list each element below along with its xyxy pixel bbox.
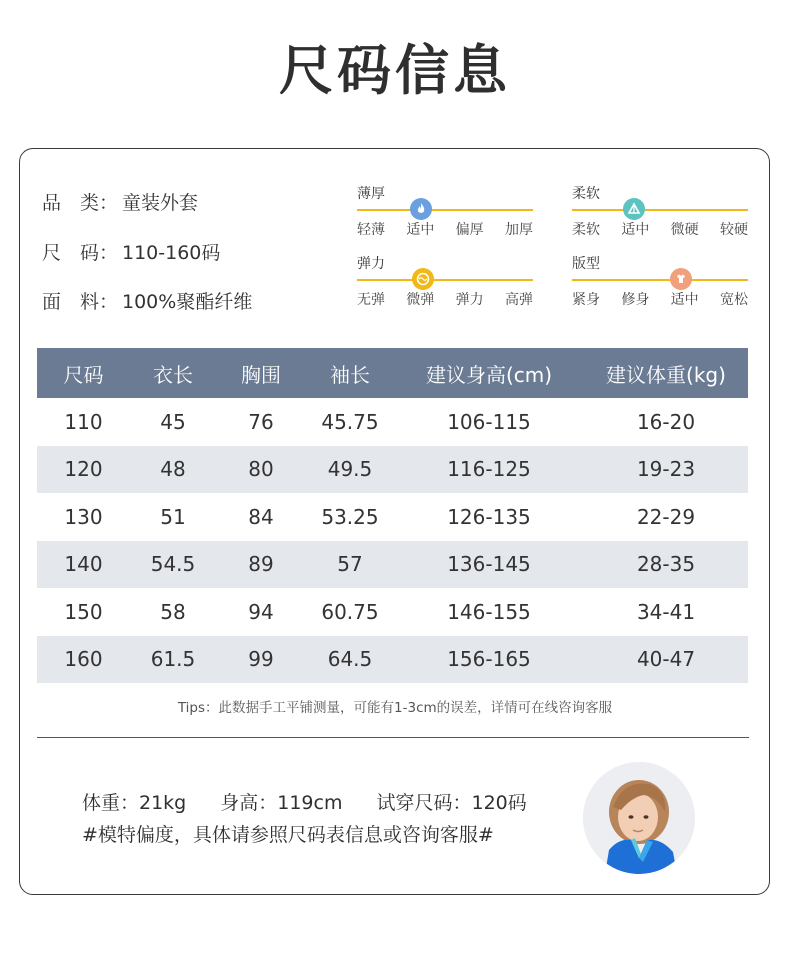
scale-option: 柔软 — [572, 222, 600, 238]
scale-option: 微弹 — [406, 292, 435, 308]
table-cell: 16-20 — [636, 409, 696, 434]
scale-fit — [572, 253, 748, 309]
info-label: 品 类： — [42, 192, 119, 214]
table-cell: 19-23 — [584, 446, 748, 494]
scale-option: 轻薄 — [357, 222, 385, 238]
table-cell: 53.25 — [321, 504, 379, 529]
table-cell: 126-135 — [447, 504, 531, 529]
scale-option: 适中 — [621, 222, 650, 238]
table-cell: 120 — [37, 446, 130, 494]
table-cell: 76 — [248, 409, 274, 434]
page-title: 尺码信息 — [279, 39, 511, 102]
table-cell: 84 — [248, 504, 274, 529]
scale-title: 薄厚 — [357, 186, 385, 202]
table-cell: 136-145 — [394, 541, 584, 589]
scale-thickness — [357, 183, 533, 239]
table-row — [37, 541, 748, 589]
scale-labels — [357, 289, 533, 309]
table-header-row — [37, 348, 748, 398]
table-cell: 49.5 — [306, 446, 394, 494]
flame-icon — [410, 198, 432, 220]
scale-option: 微硬 — [670, 222, 699, 238]
table-cell: 51 — [160, 504, 186, 529]
table-cell: 160 — [37, 636, 130, 684]
table-cell: 94 — [248, 599, 274, 624]
table-row — [37, 493, 748, 541]
scale-labels — [572, 289, 748, 309]
scale-option: 偏厚 — [455, 222, 484, 238]
table-cell: 156-165 — [394, 636, 584, 684]
scale-labels — [572, 219, 748, 239]
column-header: 胸围 — [216, 348, 306, 398]
info-label: 面 料： — [42, 291, 119, 313]
scale-track — [357, 273, 533, 285]
model-height: 身高：119cm — [220, 792, 343, 814]
table-cell: 140 — [37, 541, 130, 589]
column-header: 建议身高(cm) — [394, 348, 584, 398]
table-row — [37, 636, 748, 684]
model-size: 试穿尺码：120码 — [376, 792, 527, 814]
table-cell: 130 — [64, 504, 103, 529]
scale-title: 柔软 — [572, 186, 600, 202]
table-cell: 99 — [216, 636, 306, 684]
column-header: 建议体重(kg) — [584, 348, 748, 398]
scale-softness — [572, 183, 748, 239]
table-cell: 89 — [216, 541, 306, 589]
table-cell: 40-47 — [584, 636, 748, 684]
scale-elasticity — [357, 253, 533, 309]
scale-labels — [357, 219, 533, 239]
scale-option: 宽松 — [719, 292, 748, 308]
avatar — [583, 762, 695, 874]
scale-track — [357, 203, 533, 215]
scale-title: 弹力 — [357, 256, 385, 272]
size-table — [37, 348, 748, 683]
table-cell: 60.75 — [321, 599, 379, 624]
scale-option: 紧身 — [572, 292, 600, 308]
column-header: 尺码 — [37, 348, 130, 398]
divider — [37, 737, 749, 738]
scale-track — [572, 203, 748, 215]
scale-option: 较硬 — [719, 222, 748, 238]
table-cell: 48 — [130, 446, 216, 494]
table-cell: 34-41 — [636, 599, 696, 624]
info-category — [42, 188, 198, 215]
table-cell: 150 — [64, 599, 103, 624]
tips-text: Tips：此数据手工平铺测量，可能有1-3cm的误差，详情可在线咨询客服 — [177, 700, 613, 716]
table-cell: 64.5 — [306, 636, 394, 684]
scale-option: 加厚 — [504, 222, 533, 238]
model-note: #模特偏度，具体请参照尺码表信息或咨询客服# — [82, 824, 494, 846]
spring-icon — [412, 268, 434, 290]
scale-option: 高弹 — [504, 292, 533, 308]
scale-title: 版型 — [572, 256, 600, 272]
info-value: 童装外套 — [122, 192, 199, 214]
table-cell: 116-125 — [394, 446, 584, 494]
table-cell: 58 — [160, 599, 186, 624]
table-cell: 80 — [216, 446, 306, 494]
info-label: 尺 码： — [42, 242, 119, 264]
scale-option: 适中 — [406, 222, 435, 238]
scale-track — [572, 273, 748, 285]
table-cell: 22-29 — [636, 504, 696, 529]
model-weight: 体重：21kg — [82, 792, 187, 814]
column-header: 衣长 — [130, 348, 216, 398]
feather-icon — [623, 198, 645, 220]
info-value: 110-160码 — [122, 242, 221, 264]
shirt-icon — [670, 268, 692, 290]
table-cell: 45.75 — [321, 409, 379, 434]
table-cell: 45 — [160, 409, 186, 434]
scale-option: 适中 — [670, 292, 699, 308]
table-row — [37, 588, 748, 636]
info-value: 100%聚酯纤维 — [122, 291, 253, 313]
table-cell: 54.5 — [130, 541, 216, 589]
table-cell: 61.5 — [130, 636, 216, 684]
info-fabric — [42, 287, 252, 314]
table-cell: 106-115 — [447, 409, 531, 434]
table-cell: 57 — [306, 541, 394, 589]
table-row — [37, 446, 748, 494]
table-cell: 146-155 — [447, 599, 531, 624]
table-cell: 28-35 — [584, 541, 748, 589]
scale-option: 修身 — [621, 292, 650, 308]
table-row — [37, 398, 748, 446]
column-header: 袖长 — [306, 348, 394, 398]
table-cell: 110 — [64, 409, 103, 434]
info-size — [42, 238, 220, 265]
model-stats — [82, 788, 527, 815]
scale-option: 无弹 — [357, 292, 385, 308]
scale-option: 弹力 — [455, 292, 484, 308]
